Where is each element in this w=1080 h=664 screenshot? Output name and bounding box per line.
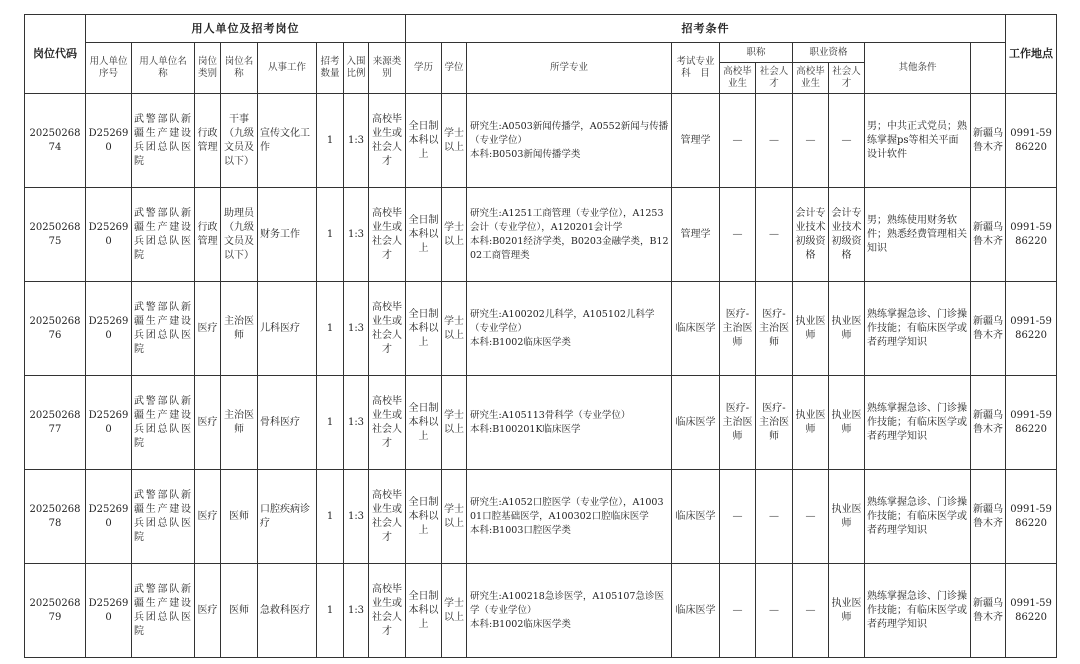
cell-post-name: 助理员（九级文员及以下）	[221, 188, 258, 282]
cell-education: 全日制本科以上	[406, 94, 442, 188]
cell-qual-grad: —	[793, 564, 829, 658]
cell-source: 高校毕业生或社会人才	[369, 282, 406, 376]
header-group-unit: 用人单位及招考岗位	[86, 15, 406, 43]
header-degree: 学位	[442, 43, 467, 94]
header-title-social: 社会人才	[756, 63, 793, 94]
cell-post-type: 行政管理	[195, 94, 221, 188]
cell-location: 新疆乌鲁木齐	[971, 470, 1006, 564]
table-row	[25, 376, 1057, 470]
cell-location: 新疆乌鲁木齐	[971, 564, 1006, 658]
header-work: 从事工作	[258, 43, 317, 94]
major-grad: 研究生:A100202儿科学，A105102儿科学（专业学位）	[470, 308, 655, 334]
header-exam-subject: 考试专业科 目	[672, 43, 720, 94]
cell-count: 1	[317, 94, 344, 188]
cell-code: 2025026878	[25, 470, 86, 564]
cell-major	[467, 376, 672, 470]
cell-other: 男；熟练使用财务软件；熟悉经费管理相关知识	[865, 188, 971, 282]
cell-degree: 学士以上	[442, 188, 467, 282]
cell-title-grad: —	[720, 470, 756, 564]
cell-other: 熟练掌握急诊、门诊操作技能；有临床医学或者药理学知识	[865, 564, 971, 658]
cell-code: 2025026875	[25, 188, 86, 282]
cell-post-name: 医师	[221, 470, 258, 564]
cell-exam-subject: 临床医学	[672, 282, 720, 376]
major-undergrad: 本科:B0201经济学类，B0203金融学类，B1202工商管理类	[470, 235, 669, 261]
cell-other: 熟练掌握急诊、门诊操作技能；有临床医学或者药理学知识	[865, 282, 971, 376]
header-education: 学历	[406, 43, 442, 94]
cell-count: 1	[317, 188, 344, 282]
cell-title-social: —	[756, 188, 793, 282]
cell-unit-seq: D252690	[86, 376, 132, 470]
cell-title-social: 医疗-主治医师	[756, 376, 793, 470]
major-grad: 研究生:A1251工商管理（专业学位），A1253会计（专业学位），A120201会计学	[470, 207, 664, 233]
cell-degree: 学士以上	[442, 376, 467, 470]
cell-post-type: 行政管理	[195, 188, 221, 282]
cell-ratio: 1:3	[344, 282, 369, 376]
cell-work: 宣传文化工作	[258, 94, 317, 188]
major-undergrad: 本科:B100201K临床医学	[470, 423, 581, 435]
cell-unit-seq: D252690	[86, 564, 132, 658]
major-undergrad: 本科:B1003口腔医学类	[470, 524, 571, 536]
major-grad: 研究生:A0503新闻传播学，A0552新闻与传播（专业学位）	[470, 120, 669, 146]
cell-unit-name: 武警部队新疆生产建设兵团总队医院	[132, 282, 195, 376]
header-count: 招考数量	[317, 43, 344, 94]
cell-qual-social: 会计专业技术初级资格	[829, 188, 865, 282]
cell-source: 高校毕业生或社会人才	[369, 188, 406, 282]
table-row	[25, 282, 1057, 376]
cell-count: 1	[317, 470, 344, 564]
cell-qual-social: 执业医师	[829, 564, 865, 658]
cell-work: 骨科医疗	[258, 376, 317, 470]
cell-phone: 0991-5986220	[1006, 376, 1057, 470]
cell-major	[467, 282, 672, 376]
cell-major	[467, 94, 672, 188]
cell-qual-social: 执业医师	[829, 376, 865, 470]
cell-qual-social: 执业医师	[829, 282, 865, 376]
cell-phone: 0991-5986220	[1006, 94, 1057, 188]
table-row	[25, 470, 1057, 564]
cell-title-social: —	[756, 470, 793, 564]
major-undergrad: 本科:B1002临床医学类	[470, 336, 571, 348]
cell-source: 高校毕业生或社会人才	[369, 564, 406, 658]
cell-qual-social: 执业医师	[829, 470, 865, 564]
header-group-conditions: 招考条件	[406, 15, 1006, 43]
cell-location: 新疆乌鲁木齐	[971, 376, 1006, 470]
cell-title-social: —	[756, 94, 793, 188]
header-unit-name: 用人单位名 称	[132, 43, 195, 94]
header-post-name: 岗位名称	[221, 43, 258, 94]
cell-degree: 学士以上	[442, 94, 467, 188]
cell-location: 新疆乌鲁木齐	[971, 94, 1006, 188]
cell-title-social: —	[756, 564, 793, 658]
cell-source: 高校毕业生或社会人才	[369, 376, 406, 470]
cell-exam-subject: 临床医学	[672, 564, 720, 658]
header-source: 来源类别	[369, 43, 406, 94]
cell-other: 熟练掌握急诊、门诊操作技能；有临床医学或者药理学知识	[865, 376, 971, 470]
cell-work: 财务工作	[258, 188, 317, 282]
cell-unit-name: 武警部队新疆生产建设兵团总队医院	[132, 188, 195, 282]
cell-post-name: 主治医师	[221, 376, 258, 470]
cell-degree: 学士以上	[442, 470, 467, 564]
cell-count: 1	[317, 282, 344, 376]
cell-code: 2025026876	[25, 282, 86, 376]
cell-post-name: 干事（九级文员及以下）	[221, 94, 258, 188]
header-group-title: 职称	[720, 43, 793, 63]
cell-unit-name: 武警部队新疆生产建设兵团总队医院	[132, 94, 195, 188]
cell-post-type: 医疗	[195, 564, 221, 658]
cell-count: 1	[317, 376, 344, 470]
cell-location: 新疆乌鲁木齐	[971, 188, 1006, 282]
cell-qual-grad: 会计专业技术初级资格	[793, 188, 829, 282]
cell-phone: 0991-5986220	[1006, 564, 1057, 658]
cell-title-grad: —	[720, 564, 756, 658]
cell-title-grad: —	[720, 94, 756, 188]
cell-title-social: 医疗-主治医师	[756, 282, 793, 376]
cell-unit-seq: D252690	[86, 282, 132, 376]
cell-post-type: 医疗	[195, 282, 221, 376]
cell-qual-grad: —	[793, 94, 829, 188]
cell-phone: 0991-5986220	[1006, 282, 1057, 376]
cell-education: 全日制本科以上	[406, 282, 442, 376]
major-undergrad: 本科:B1002临床医学类	[470, 618, 571, 630]
cell-exam-subject: 管理学	[672, 188, 720, 282]
cell-degree: 学士以上	[442, 564, 467, 658]
recruitment-table	[24, 14, 1057, 658]
header-qual-social: 社会人才	[829, 63, 865, 94]
cell-qual-grad: 执业医师	[793, 282, 829, 376]
header-ratio: 入围比例	[344, 43, 369, 94]
major-grad: 研究生:A100218急诊医学，A105107急诊医学（专业学位）	[470, 590, 664, 616]
cell-post-type: 医疗	[195, 376, 221, 470]
table-header	[25, 15, 1057, 94]
major-undergrad: 本科:B0503新闻传播学类	[470, 148, 581, 160]
header-major: 所学专业	[467, 43, 672, 94]
cell-qual-social: —	[829, 94, 865, 188]
cell-education: 全日制本科以上	[406, 470, 442, 564]
header-post-type: 岗位类别	[195, 43, 221, 94]
header-other: 其他条件	[865, 43, 971, 94]
cell-title-grad: —	[720, 188, 756, 282]
header-title-grad: 高校毕业生	[720, 63, 756, 94]
cell-work: 口腔疾病诊疗	[258, 470, 317, 564]
major-grad: 研究生:A1052口腔医学（专业学位），A100301口腔基础医学，A100302口腔临床医学	[470, 496, 664, 522]
cell-unit-seq: D252690	[86, 470, 132, 564]
cell-degree: 学士以上	[442, 282, 467, 376]
cell-post-type: 医疗	[195, 470, 221, 564]
table-row	[25, 94, 1057, 188]
cell-education: 全日制本科以上	[406, 564, 442, 658]
cell-phone: 0991-5986220	[1006, 470, 1057, 564]
cell-code: 2025026879	[25, 564, 86, 658]
cell-count: 1	[317, 564, 344, 658]
cell-unit-name: 武警部队新疆生产建设兵团总队医院	[132, 470, 195, 564]
header-unit-seq: 用人单位序号	[86, 43, 132, 94]
header-location: 工作地点	[1006, 15, 1057, 94]
cell-post-name: 主治医师	[221, 282, 258, 376]
cell-code: 2025026874	[25, 94, 86, 188]
cell-ratio: 1:3	[344, 188, 369, 282]
cell-phone: 0991-5986220	[1006, 188, 1057, 282]
cell-title-grad: 医疗-主治医师	[720, 376, 756, 470]
cell-source: 高校毕业生或社会人才	[369, 94, 406, 188]
cell-unit-seq: D252690	[86, 94, 132, 188]
cell-source: 高校毕业生或社会人才	[369, 470, 406, 564]
table-row	[25, 564, 1057, 658]
header-group-qualification: 职业资格	[793, 43, 865, 63]
cell-title-grad: 医疗-主治医师	[720, 282, 756, 376]
cell-location: 新疆乌鲁木齐	[971, 282, 1006, 376]
cell-post-name: 医师	[221, 564, 258, 658]
cell-major	[467, 470, 672, 564]
cell-ratio: 1:3	[344, 564, 369, 658]
major-grad: 研究生:A105113骨科学（专业学位）	[470, 409, 631, 421]
cell-unit-seq: D252690	[86, 188, 132, 282]
cell-code: 2025026877	[25, 376, 86, 470]
table-row	[25, 188, 1057, 282]
header-post-code: 岗位代码	[25, 15, 86, 94]
header-qual-grad: 高校毕业生	[793, 63, 829, 94]
cell-qual-grad: —	[793, 470, 829, 564]
cell-ratio: 1:3	[344, 470, 369, 564]
cell-other: 熟练掌握急诊、门诊操作技能；有临床医学或者药理学知识	[865, 470, 971, 564]
cell-exam-subject: 临床医学	[672, 470, 720, 564]
cell-work: 急救科医疗	[258, 564, 317, 658]
cell-major	[467, 188, 672, 282]
cell-education: 全日制本科以上	[406, 376, 442, 470]
table-body	[25, 94, 1057, 658]
cell-exam-subject: 临床医学	[672, 376, 720, 470]
cell-major	[467, 564, 672, 658]
cell-work: 儿科医疗	[258, 282, 317, 376]
cell-education: 全日制本科以上	[406, 188, 442, 282]
cell-unit-name: 武警部队新疆生产建设兵团总队医院	[132, 564, 195, 658]
cell-exam-subject: 管理学	[672, 94, 720, 188]
cell-unit-name: 武警部队新疆生产建设兵团总队医院	[132, 376, 195, 470]
cell-ratio: 1:3	[344, 376, 369, 470]
cell-other: 男；中共正式党员；熟练掌握ps等相关平面设计软件	[865, 94, 971, 188]
cell-qual-grad: 执业医师	[793, 376, 829, 470]
cell-ratio: 1:3	[344, 94, 369, 188]
